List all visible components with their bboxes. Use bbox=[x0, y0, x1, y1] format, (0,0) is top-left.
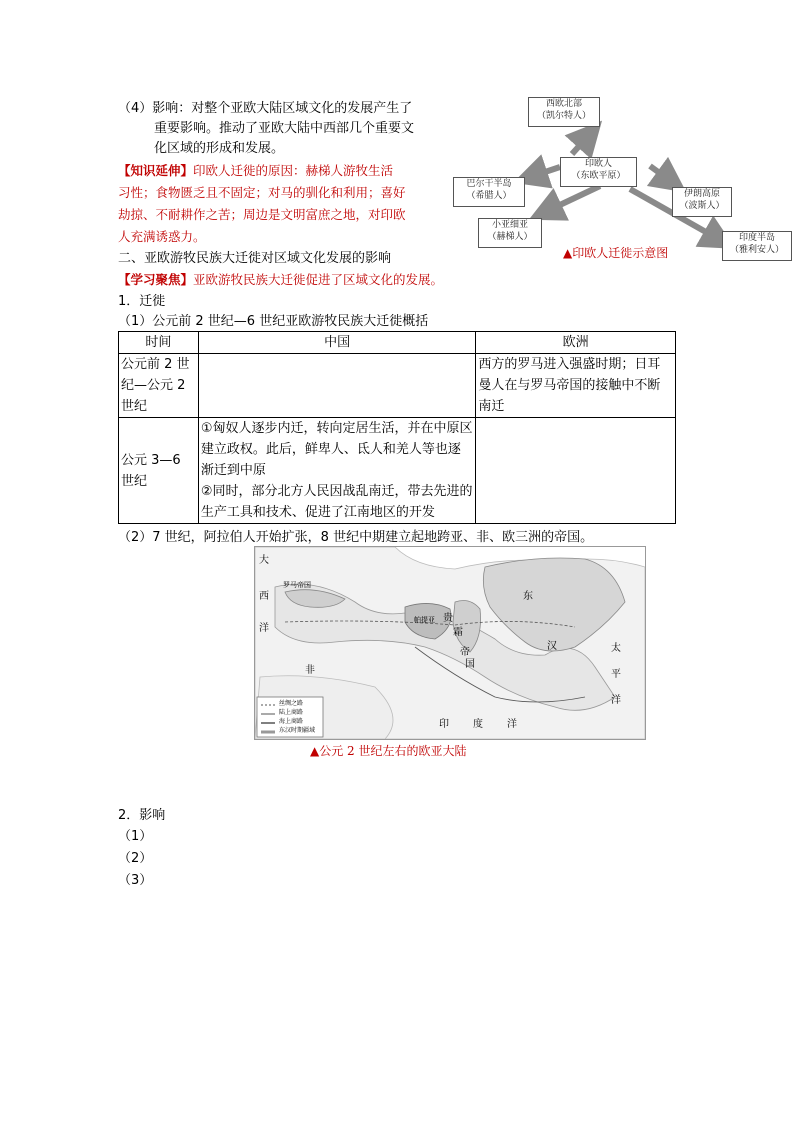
box-indian-peninsula bbox=[722, 231, 792, 261]
box-sub: （赫梯人） bbox=[487, 232, 533, 242]
arrow-sw bbox=[545, 186, 600, 212]
diagram-caption: ▲印欧人迁徙示意图 bbox=[563, 246, 669, 260]
subheading-migration: 1．迁徙 bbox=[118, 294, 166, 309]
eurasia-map bbox=[254, 546, 646, 740]
extension-label: 【知识延伸】 bbox=[118, 163, 194, 178]
impact-line-2: 重要影响。推动了亚欧大陆中西部几个重要文 bbox=[154, 121, 415, 136]
header-china: 中国 bbox=[198, 332, 475, 354]
focus-label: 【学习聚焦】 bbox=[118, 272, 194, 287]
influence-item-2: （2） bbox=[118, 851, 153, 866]
box-sub: （凯尔特人） bbox=[536, 111, 591, 121]
box-label: 小亚细亚 bbox=[491, 220, 528, 230]
box-western-europe bbox=[528, 97, 600, 127]
legend-item: 陆上商路 bbox=[279, 709, 304, 716]
influence-item-1: （1） bbox=[118, 829, 153, 844]
table-row bbox=[119, 354, 676, 418]
extension-line-3: 劫掠、不耐耕作之苦；周边是文明富庶之地，对印欧 bbox=[118, 207, 406, 222]
legend-item: 东汉时期疆域 bbox=[279, 727, 316, 734]
extension-line-1 bbox=[118, 161, 393, 180]
box-asia-minor bbox=[478, 218, 542, 248]
impact-line-3: 化区域的形成和发展。 bbox=[154, 141, 285, 156]
section-heading: 二、亚欧游牧民族大迁徙对区域文化发展的影响 bbox=[118, 251, 392, 266]
extension-line-2: 习性；食物匮乏且不固定；对马的驯化和利用；喜好 bbox=[118, 185, 406, 200]
map-label: 度 bbox=[473, 719, 483, 730]
map-label: 帝 bbox=[460, 647, 470, 658]
map-label: 帕提亚 bbox=[414, 616, 435, 624]
map-label: 西 bbox=[259, 591, 269, 602]
header-europe: 欧洲 bbox=[476, 332, 676, 354]
box-sub: （波斯人） bbox=[679, 201, 725, 211]
box-indo-europeans bbox=[560, 157, 637, 187]
subheading-migration-2: （2）7 世纪，阿拉伯人开始扩张，8 世纪中期建立起地跨亚、非、欧三洲的帝国。 bbox=[118, 530, 594, 545]
map-legend bbox=[279, 699, 315, 735]
box-label: 西欧北部 bbox=[545, 99, 582, 109]
row1-time: 公元前 2 世纪—公元 2 世纪 bbox=[119, 354, 199, 418]
box-balkans bbox=[453, 177, 525, 207]
header-time: 时间 bbox=[119, 332, 199, 354]
map-label: 平 bbox=[611, 669, 621, 680]
map-label: 东 bbox=[523, 591, 533, 602]
box-iranian-plateau bbox=[672, 187, 732, 217]
row2-europe bbox=[476, 418, 676, 524]
map-label: 汉 bbox=[547, 641, 557, 652]
box-sub: （希腊人） bbox=[466, 191, 512, 201]
arrow-nw bbox=[572, 134, 590, 154]
row2-china-item-2: ②同时，部分北方人民因战乱南迁，带去先进的生产工具和技术、促进了江南地区的开发 bbox=[200, 484, 473, 520]
map-label: 印 bbox=[439, 719, 449, 730]
study-focus bbox=[118, 270, 443, 289]
row1-china bbox=[198, 354, 475, 418]
box-label: 印度半岛 bbox=[738, 233, 775, 243]
map-label: 洋 bbox=[507, 719, 517, 730]
table-row bbox=[119, 418, 676, 524]
impact-line-1: （4）影响：对整个亚欧大陆区域文化的发展产生了 bbox=[118, 101, 413, 116]
extension-line-4: 人充满诱惑力。 bbox=[118, 229, 206, 244]
map-label: 霜 bbox=[453, 627, 463, 638]
box-sub: （雅利安人） bbox=[729, 245, 784, 255]
map-label: 非 bbox=[305, 665, 315, 676]
legend-item: 海上商路 bbox=[279, 718, 304, 725]
row1-europe: 西方的罗马进入强盛时期；日耳曼人在与罗马帝国的接触中不断南迁 bbox=[476, 354, 676, 418]
map-label: 贵 bbox=[443, 613, 453, 624]
map-label: 太 bbox=[611, 643, 621, 654]
subheading-influence: 2．影响 bbox=[118, 808, 166, 823]
row2-china-item-1: ①匈奴人逐步内迁，转向定居生活，并在中原区建立政权。此后，鲜卑人、氐人和羌人等也逐渐迁到中原 bbox=[200, 421, 473, 478]
legend-item: 丝绸之路 bbox=[279, 700, 304, 707]
arrow-e bbox=[650, 166, 672, 182]
migration-table bbox=[118, 331, 676, 524]
map-caption: ▲公元 2 世纪左右的欧亚大陆 bbox=[310, 744, 467, 758]
migration-diagram bbox=[450, 94, 794, 266]
extension-text: 印欧人迁徙的原因：赫梯人游牧生活 bbox=[193, 163, 394, 178]
map-label: 洋 bbox=[259, 623, 269, 634]
table-header-row bbox=[119, 332, 676, 354]
box-label: 巴尔干半岛 bbox=[466, 179, 512, 189]
box-sub: （东欧平原） bbox=[571, 171, 626, 181]
map-label: 洋 bbox=[611, 695, 621, 706]
box-label: 伊朗高原 bbox=[683, 189, 720, 199]
map-label: 罗马帝国 bbox=[283, 581, 311, 589]
row2-china bbox=[198, 418, 475, 524]
map-label: 国 bbox=[465, 659, 475, 670]
map-label: 大 bbox=[259, 555, 269, 566]
row2-time: 公元 3—6 世纪 bbox=[119, 418, 199, 524]
focus-text: 亚欧游牧民族大迁徙促进了区域文化的发展。 bbox=[193, 272, 444, 287]
arrow-w bbox=[530, 167, 560, 177]
influence-item-3: （3） bbox=[118, 873, 153, 888]
box-label: 印欧人 bbox=[584, 159, 612, 169]
subheading-migration-1: （1）公元前 2 世纪—6 世纪亚欧游牧民族大迁徙概括 bbox=[118, 314, 429, 329]
